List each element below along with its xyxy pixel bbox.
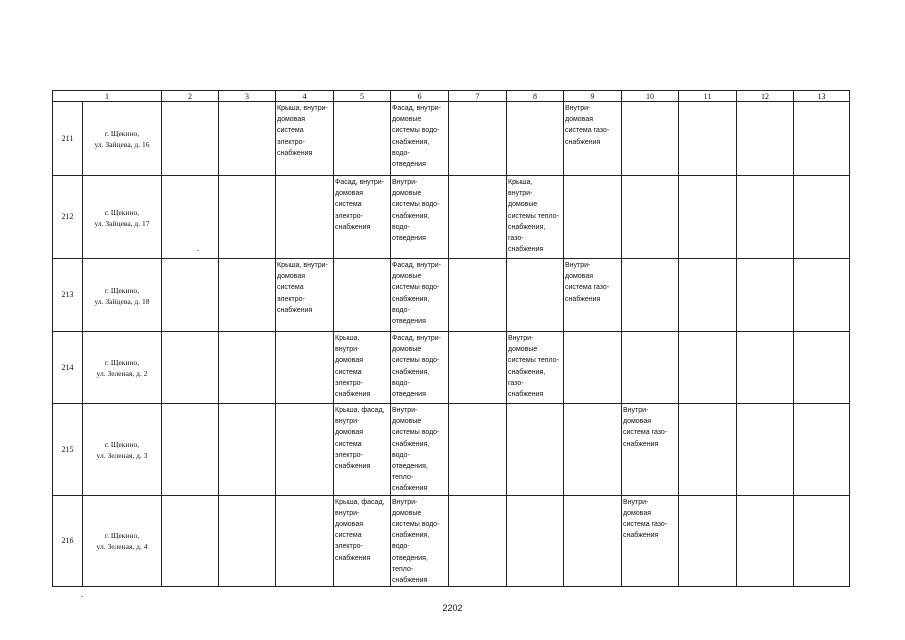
work-cell <box>679 102 737 176</box>
work-text <box>737 259 793 260</box>
work-cell <box>564 102 622 176</box>
work-cell <box>449 495 507 587</box>
work-text <box>679 332 736 333</box>
work-cell <box>219 332 276 404</box>
work-text: Внутри- домовые системы водо- снабжения, водо- отведения <box>392 179 440 243</box>
address-text: г. Щекино, ул. Зеленая, д. 2 <box>96 358 148 378</box>
work-text <box>794 102 849 103</box>
work-cell <box>219 259 276 332</box>
work-text: Внутри- домовая система газо- снабжения <box>565 105 610 146</box>
work-text: Фасад, внутри- домовые системы водо- снабжения, водо- отведения <box>392 335 442 399</box>
address-text: г. Щекино, ул. Зеленая, д. 3 <box>96 439 148 460</box>
work-cell <box>737 495 794 587</box>
column-header: 1 <box>53 91 162 102</box>
work-text <box>276 176 333 177</box>
work-text <box>219 176 275 177</box>
column-header: 13 <box>794 91 850 102</box>
row-number: 214 <box>53 332 83 404</box>
work-cell <box>334 404 391 496</box>
work-text <box>679 259 736 260</box>
work-cell <box>564 259 622 332</box>
work-text <box>737 332 793 333</box>
work-cell <box>794 404 850 496</box>
work-text <box>564 176 621 177</box>
work-text <box>794 404 849 405</box>
work-cell <box>276 259 334 332</box>
table-row <box>53 332 850 404</box>
work-cell <box>162 495 219 587</box>
column-header: 7 <box>449 91 507 102</box>
work-text <box>737 176 793 177</box>
work-text: Фасад, внутри- домовые системы водо- снабжения, водо- отведения <box>392 105 442 169</box>
work-text <box>276 496 333 497</box>
work-cell <box>622 404 679 496</box>
work-cell <box>334 259 391 332</box>
work-cell <box>622 332 679 404</box>
work-text <box>564 332 621 333</box>
work-text: Крыша, внутри- домовая система электро- снабжения <box>335 335 371 399</box>
work-text <box>564 404 621 405</box>
work-text <box>449 332 506 333</box>
work-cell <box>391 495 449 587</box>
work-text <box>507 102 563 103</box>
work-text: Внутри- домовая система газо- снабжения <box>623 498 668 540</box>
work-cell <box>334 176 391 259</box>
work-text: Крыша, фасад, внутри- домовая система электро- снабжения <box>335 407 385 471</box>
work-cell <box>449 332 507 404</box>
column-header: 8 <box>507 91 564 102</box>
work-cell <box>507 102 564 176</box>
work-cell <box>679 332 737 404</box>
address-cell <box>83 102 162 176</box>
work-text <box>794 496 849 497</box>
column-header: 11 <box>679 91 737 102</box>
table-row <box>53 259 850 332</box>
header-row <box>53 91 850 102</box>
column-header: 9 <box>564 91 622 102</box>
scan-speck <box>81 596 83 597</box>
work-cell <box>219 176 276 259</box>
work-cell <box>794 495 850 587</box>
table-row <box>53 495 850 587</box>
work-cell <box>507 176 564 259</box>
row-number: 216 <box>53 495 83 587</box>
work-cell <box>219 102 276 176</box>
work-text <box>622 332 678 333</box>
work-cell <box>507 332 564 404</box>
work-cell <box>162 102 219 176</box>
work-cell <box>449 404 507 496</box>
work-cell <box>794 332 850 404</box>
work-text <box>219 496 275 497</box>
work-cell <box>334 495 391 587</box>
work-text <box>219 102 275 103</box>
address-cell <box>83 259 162 332</box>
work-cell <box>794 259 850 332</box>
work-cell <box>334 102 391 176</box>
row-number: 211 <box>53 102 83 176</box>
work-cell <box>276 495 334 587</box>
work-cell <box>162 259 219 332</box>
work-cell <box>794 102 850 176</box>
work-cell <box>737 259 794 332</box>
work-cell <box>507 404 564 496</box>
work-text: Внутри- домовые системы водо- снабжения, водо- отведения, тепло- снабжения <box>392 498 440 585</box>
work-cell <box>162 332 219 404</box>
work-text <box>219 404 275 405</box>
work-text <box>449 496 506 497</box>
work-cell <box>794 176 850 259</box>
work-cell <box>679 259 737 332</box>
work-text <box>679 102 736 103</box>
work-text <box>449 102 506 103</box>
work-text <box>162 332 218 333</box>
column-header: 10 <box>622 91 679 102</box>
work-text <box>737 404 793 405</box>
address-text: г. Щекино, ул. Зайцева, д. 16 <box>94 129 150 149</box>
work-text <box>679 496 736 497</box>
work-cell <box>679 404 737 496</box>
work-cell <box>737 332 794 404</box>
table-row <box>53 404 850 496</box>
work-cell <box>622 259 679 332</box>
work-cell <box>564 176 622 259</box>
work-text <box>449 259 506 260</box>
work-text <box>162 259 218 260</box>
address-text: г. Щекино, ул. Зеленая, д. 4 <box>96 531 148 552</box>
scan-speck <box>197 250 199 251</box>
address-cell <box>83 176 162 259</box>
work-text <box>449 404 506 405</box>
work-cell <box>391 259 449 332</box>
work-text <box>449 176 506 177</box>
work-text <box>737 496 793 497</box>
repair-schedule-table <box>52 90 850 587</box>
work-cell <box>391 176 449 259</box>
work-text <box>162 404 218 405</box>
work-cell <box>737 176 794 259</box>
work-cell <box>276 332 334 404</box>
row-number: 213 <box>53 259 83 332</box>
work-text <box>219 259 275 260</box>
work-cell <box>564 404 622 496</box>
work-cell <box>507 495 564 587</box>
work-cell <box>276 102 334 176</box>
work-text: Крыша, внутри- домовая система электро- снабжения <box>277 262 328 314</box>
work-text: Крыша, внутри- домовая система электро- снабжения <box>277 105 328 157</box>
address-cell <box>83 332 162 404</box>
work-text <box>162 176 218 177</box>
work-text <box>507 404 563 405</box>
work-text <box>162 102 218 103</box>
work-cell <box>622 495 679 587</box>
work-cell <box>219 495 276 587</box>
work-cell <box>276 404 334 496</box>
work-cell <box>391 332 449 404</box>
work-text <box>276 332 333 333</box>
work-text <box>622 102 678 103</box>
work-cell <box>679 495 737 587</box>
work-cell <box>564 332 622 404</box>
work-text <box>794 176 849 177</box>
address-cell <box>83 495 162 587</box>
work-cell <box>449 176 507 259</box>
work-text: Внутри- домовая система газо- снабжения <box>565 262 610 303</box>
column-header: 3 <box>219 91 276 102</box>
work-cell <box>449 102 507 176</box>
work-cell <box>276 176 334 259</box>
work-text <box>219 332 275 333</box>
work-cell <box>507 259 564 332</box>
work-text <box>334 259 390 260</box>
work-text <box>794 332 849 333</box>
work-cell <box>162 404 219 496</box>
page-number: 2202 <box>442 603 463 613</box>
address-cell <box>83 404 162 496</box>
row-number: 215 <box>53 404 83 496</box>
column-header: 12 <box>737 91 794 102</box>
work-text <box>737 102 793 103</box>
work-cell <box>391 404 449 496</box>
work-cell <box>622 176 679 259</box>
work-cell <box>334 332 391 404</box>
work-cell <box>219 404 276 496</box>
work-text: Фасад, внутри- домовая система электро- снабжения <box>335 179 385 231</box>
work-cell <box>391 102 449 176</box>
work-text <box>334 102 390 103</box>
work-text <box>794 259 849 260</box>
work-text <box>679 404 736 405</box>
work-cell <box>162 176 219 259</box>
work-text <box>564 496 621 497</box>
work-text <box>679 176 736 177</box>
work-cell <box>737 102 794 176</box>
work-cell <box>622 102 679 176</box>
work-text <box>622 259 678 260</box>
work-cell <box>449 259 507 332</box>
row-number: 212 <box>53 176 83 259</box>
work-text: Фасад, внутри- домовые системы водо- снабжения, водо- отведения <box>392 262 442 326</box>
work-text <box>276 404 333 405</box>
work-cell <box>679 176 737 259</box>
column-header: 6 <box>391 91 449 102</box>
work-text <box>622 176 678 177</box>
address-text: г. Щекино, ул. Зайцева, д. 18 <box>94 285 150 306</box>
column-header: 4 <box>276 91 334 102</box>
work-cell <box>564 495 622 587</box>
work-text: Внутри- домовая система газо- снабжения <box>623 407 668 448</box>
work-cell <box>737 404 794 496</box>
address-text: г. Щекино, ул. Зайцева, д. 17 <box>94 207 150 228</box>
table-row <box>53 102 850 176</box>
work-text: Крыша, фасад, внутри- домовая система электро- снабжения <box>335 498 385 562</box>
work-text <box>507 259 563 260</box>
work-text <box>162 496 218 497</box>
table-row <box>53 176 850 259</box>
work-text <box>507 496 563 497</box>
work-text: Крыша, внутри- домовые системы тепло- снабжения, газо- снабжения <box>508 179 559 254</box>
column-header: 2 <box>162 91 219 102</box>
column-header: 5 <box>334 91 391 102</box>
work-text: Внутри- домовые системы тепло- снабжения, газо- снабжения <box>508 335 559 399</box>
work-text: Внутри- домовые системы водо- снабжения, водо- отведения, тепло- снабжения <box>392 407 440 493</box>
